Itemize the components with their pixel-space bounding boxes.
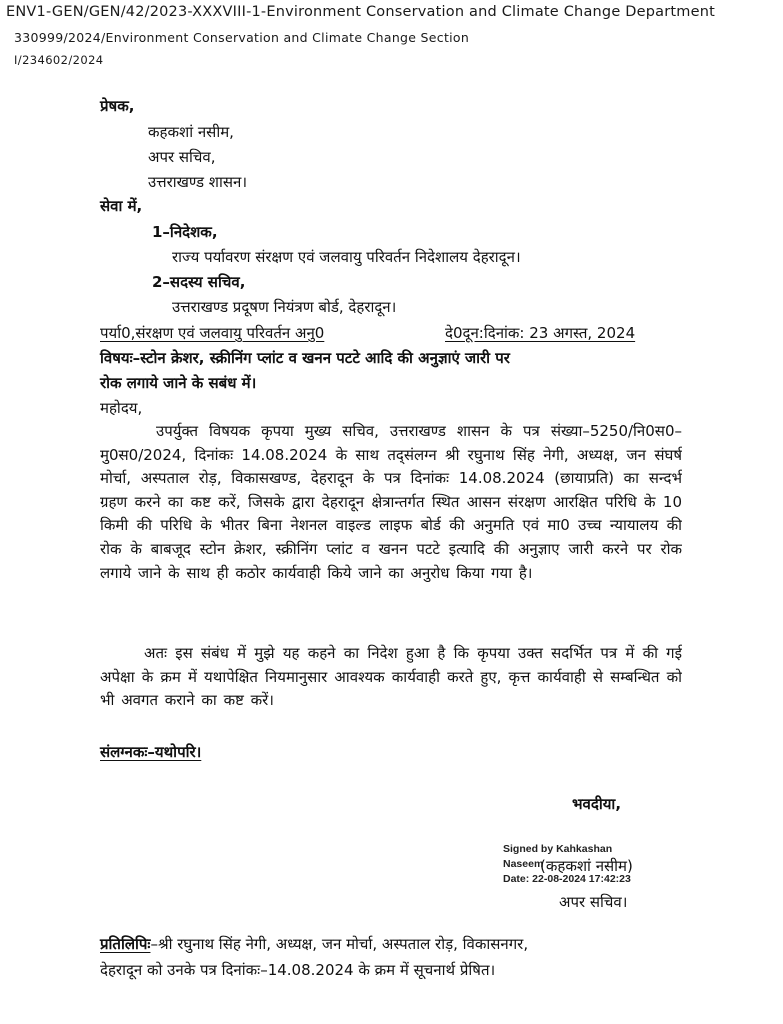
recipient-1-office: राज्य पर्यावरण संरक्षण एवं जलवायु परिवर्तन निदेशालय देहरादून। [172, 248, 521, 266]
sender-designation: अपर सचिव, [148, 148, 216, 166]
signature-date: Date: 22-08-2024 17:42:23 [503, 873, 631, 885]
sender-office: उत्तराखण्ड शासन। [148, 173, 248, 191]
sender-label: प्रेषक, [100, 97, 135, 115]
section-header: 330999/2024/Environment Conservation and Climate Change Section [14, 30, 470, 45]
signatory-name-hindi: (कहकशां नसीम) [540, 857, 633, 875]
signature-name: Naseem [503, 858, 544, 870]
enclosure-note: संलग्नकः–यथोपरि। [100, 743, 202, 761]
copy-to-line-2: देहरादून को उनके पत्र दिनांकः–14.08.2024 के क्रम में सूचनार्थ प्रेषित। [100, 961, 496, 979]
recipient-1-title: 1–निदेशक, [152, 223, 218, 241]
signatory-designation: अपर सचिव। [559, 893, 628, 911]
reference-place-date: दे0दून:दिनांक: 23 अगस्त, 2024 [445, 324, 636, 342]
reference-section: पर्या0,संरक्षण एवं जलवायु परिवर्तन अनु0 [100, 324, 325, 342]
subject-line-1: विषयः–स्टोन क्रेशर, स्क्रीनिंग प्लांट व खनन पटटे आदि की अनुज्ञाएं जारी पर [100, 349, 510, 367]
file-number-header: ENV1-GEN/GEN/42/2023-XXXVIII-1-Environment Conservation and Climate Change Department [6, 4, 715, 20]
letter-number: I/234602/2024 [14, 53, 104, 67]
recipient-2-title: 2–सदस्य सचिव, [152, 273, 246, 291]
copy-to-text: –श्री रघुनाथ सिंह नेगी, अध्यक्ष, जन मोर्चा, अस्पताल रोड़, विकासनगर, [150, 935, 529, 953]
copy-to-label: प्रतिलिपिः [100, 935, 151, 953]
copy-to-line-1 [100, 934, 528, 954]
body-paragraph-2: अतः इस संबंध में मुझे यह कहने का निदेश हुआ है कि कृपया उक्त सदर्भित पत्र में की गई अपेक्षा के क्रम में यथापेक्षित नियमानुसार आवश्यक कार्यवाही करते हुए, कृत्त कार्यवाही से सम्बन्धित को भी अवगत कराने का कष्ट करें। [100, 644, 682, 710]
sender-name: कहकशां नसीम, [148, 123, 234, 141]
recipients-label: सेवा में, [100, 197, 143, 215]
subject-line-2: रोक लगाये जाने के सबंध में। [100, 374, 257, 392]
recipient-2-office: उत्तराखण्ड प्रदूषण नियंत्रण बोर्ड, देहरादून। [172, 298, 397, 316]
body-paragraph-1: उपर्युक्त विषयक कृपया मुख्य सचिव, उत्तराखण्ड शासन के पत्र संख्या–5250/नि0स0–मु0स0/2024, दिनांकः 14.08.2024 के साथ तद्संलग्न श्री रघुनाथ सिंह नेगी, अध्यक्ष, जन संघर्ष मोर्चा, अस्पताल रोड़, विकासखण्ड, देहरादून के पत्र दिनांकः 14.08.2024 (छायाप्रति) का सन्दर्भ ग्रहण करने का कष्ट करें, जिसके द्वारा देहरादून क्षेत्रान्तर्गत स्थित आसन संरक्षण आरक्षित परिधि के 10 किमी की परिधि के भीतर बिना नेशनल वाइल्ड लाइफ बोर्ड की अनुमति एवं मा0 उच्च न्यायालय की रोक के बाबजूद स्टोन क्रेशर, स्क्रीनिंग प्लांट व खनन पटटे इत्यादि की अनुज्ञाए जारी करने पर रोक लगाये जाने के साथ ही कठोर कार्यवाही किये जाने का अनुरोध किया गया है। [100, 422, 682, 582]
valediction: भवदीया, [572, 795, 622, 813]
signature-signed-by: Signed by Kahkashan [503, 843, 613, 855]
salutation: महोदय, [100, 399, 143, 417]
